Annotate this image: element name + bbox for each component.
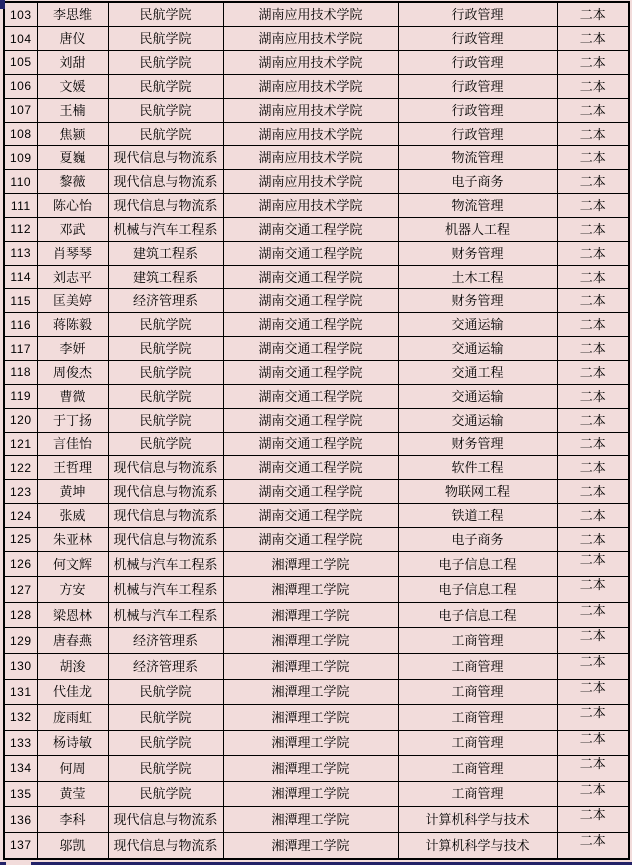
cell-student-name[interactable]: 黎薇	[37, 170, 108, 194]
cell-department[interactable]: 经济管理系	[108, 628, 223, 654]
cell-college[interactable]: 湖南交通工程学院	[223, 527, 398, 551]
cell-row-number[interactable]: 124	[4, 504, 37, 528]
cell-student-name[interactable]: 唐春燕	[37, 628, 108, 654]
cell-student-name[interactable]: 李科	[37, 807, 108, 833]
cell-department[interactable]: 建筑工程系	[108, 241, 223, 265]
cell-college[interactable]: 湖南交通工程学院	[223, 432, 398, 456]
table-row	[4, 51, 629, 75]
cell-student-name[interactable]: 黄坤	[37, 480, 108, 504]
cell-major[interactable]: 电子信息工程	[398, 551, 557, 577]
cell-row-number[interactable]: 128	[4, 602, 37, 628]
table-row	[4, 679, 629, 705]
cell-admission-tier[interactable]: 二本	[557, 289, 629, 313]
cell-major[interactable]: 行政管理	[398, 2, 557, 27]
cell-major[interactable]: 行政管理	[398, 122, 557, 146]
cell-student-name[interactable]: 焦颍	[37, 122, 108, 146]
table-row	[4, 577, 629, 603]
table-row	[4, 602, 629, 628]
cell-row-number[interactable]: 116	[4, 313, 37, 337]
cell-major[interactable]: 行政管理	[398, 27, 557, 51]
cell-student-name[interactable]: 胡浚	[37, 653, 108, 679]
cell-student-name[interactable]: 王楠	[37, 98, 108, 122]
cell-admission-tier[interactable]: 二本	[557, 384, 629, 408]
cell-college[interactable]: 湘潭理工学院	[223, 705, 398, 731]
cell-admission-tier[interactable]: 二本	[557, 705, 629, 731]
cell-student-name[interactable]: 方安	[37, 577, 108, 603]
cell-department[interactable]: 民航学院	[108, 27, 223, 51]
cell-college[interactable]: 湖南应用技术学院	[223, 170, 398, 194]
cell-admission-tier[interactable]: 二本	[557, 504, 629, 528]
cell-admission-tier[interactable]: 二本	[557, 551, 629, 577]
cell-major[interactable]: 计算机科学与技术	[398, 807, 557, 833]
cell-department[interactable]: 现代信息与物流系	[108, 527, 223, 551]
cell-department[interactable]: 现代信息与物流系	[108, 807, 223, 833]
cell-college[interactable]: 湖南应用技术学院	[223, 74, 398, 98]
cell-row-number[interactable]: 129	[4, 628, 37, 654]
table-row	[4, 456, 629, 480]
cell-admission-tier[interactable]: 二本	[557, 122, 629, 146]
cell-student-name[interactable]: 梁恩林	[37, 602, 108, 628]
cell-major[interactable]: 交通运输	[398, 337, 557, 361]
cell-row-number[interactable]: 122	[4, 456, 37, 480]
cell-department[interactable]: 机械与汽车工程系	[108, 602, 223, 628]
cell-department[interactable]: 经济管理系	[108, 653, 223, 679]
cell-department[interactable]: 民航学院	[108, 705, 223, 731]
cell-college[interactable]: 湘潭理工学院	[223, 807, 398, 833]
cell-student-name[interactable]: 曹微	[37, 384, 108, 408]
cell-college[interactable]: 湖南交通工程学院	[223, 313, 398, 337]
cell-row-number[interactable]: 119	[4, 384, 37, 408]
cell-student-name[interactable]: 朱亚林	[37, 527, 108, 551]
cell-admission-tier[interactable]: 二本	[557, 432, 629, 456]
cell-department[interactable]: 民航学院	[108, 432, 223, 456]
cell-row-number[interactable]: 136	[4, 807, 37, 833]
cell-major[interactable]: 工商管理	[398, 679, 557, 705]
cell-admission-tier[interactable]: 二本	[557, 361, 629, 385]
cell-department[interactable]: 机械与汽车工程系	[108, 217, 223, 241]
cell-row-number[interactable]: 118	[4, 361, 37, 385]
cell-row-number[interactable]: 120	[4, 408, 37, 432]
cell-row-number[interactable]: 117	[4, 337, 37, 361]
cell-college[interactable]: 湖南应用技术学院	[223, 146, 398, 170]
cell-student-name[interactable]: 言佳怡	[37, 432, 108, 456]
cell-student-name[interactable]: 夏巍	[37, 146, 108, 170]
table-row	[4, 146, 629, 170]
cell-row-number[interactable]: 125	[4, 527, 37, 551]
cell-college[interactable]: 湖南应用技术学院	[223, 2, 398, 27]
cell-major[interactable]: 工商管理	[398, 781, 557, 807]
cell-student-name[interactable]: 杨诗敏	[37, 730, 108, 756]
cell-department[interactable]: 民航学院	[108, 730, 223, 756]
cell-department[interactable]: 机械与汽车工程系	[108, 577, 223, 603]
cell-admission-tier[interactable]: 二本	[557, 807, 629, 833]
cell-department[interactable]: 民航学院	[108, 51, 223, 75]
cell-major[interactable]: 电子商务	[398, 527, 557, 551]
cell-college[interactable]: 湖南交通工程学院	[223, 408, 398, 432]
table-row	[4, 384, 629, 408]
cell-student-name[interactable]: 张威	[37, 504, 108, 528]
table-row	[4, 653, 629, 679]
cell-student-name[interactable]: 王哲理	[37, 456, 108, 480]
cell-department[interactable]: 现代信息与物流系	[108, 170, 223, 194]
cell-admission-tier[interactable]: 二本	[557, 480, 629, 504]
cell-admission-tier[interactable]: 二本	[557, 602, 629, 628]
cell-major[interactable]: 行政管理	[398, 51, 557, 75]
bottom-left-cell-notch	[6, 861, 31, 865]
cell-major[interactable]: 软件工程	[398, 456, 557, 480]
cell-row-number[interactable]: 109	[4, 146, 37, 170]
cell-admission-tier[interactable]: 二本	[557, 2, 629, 27]
cell-admission-tier[interactable]: 二本	[557, 241, 629, 265]
cell-major[interactable]: 计算机科学与技术	[398, 832, 557, 859]
cell-college[interactable]: 湘潭理工学院	[223, 551, 398, 577]
table-row	[4, 705, 629, 731]
cell-major[interactable]: 铁道工程	[398, 504, 557, 528]
cell-major[interactable]: 行政管理	[398, 74, 557, 98]
cell-major[interactable]: 财务管理	[398, 432, 557, 456]
cell-row-number[interactable]: 123	[4, 480, 37, 504]
cell-department[interactable]: 民航学院	[108, 313, 223, 337]
cell-major[interactable]: 交通工程	[398, 361, 557, 385]
cell-row-number[interactable]: 115	[4, 289, 37, 313]
cell-department[interactable]: 经济管理系	[108, 289, 223, 313]
cell-row-number[interactable]: 110	[4, 170, 37, 194]
table-row	[4, 807, 629, 833]
cell-student-name[interactable]: 何文辉	[37, 551, 108, 577]
table-row	[4, 628, 629, 654]
cell-major[interactable]: 物流管理	[398, 194, 557, 218]
cell-department[interactable]: 现代信息与物流系	[108, 832, 223, 859]
cell-student-name[interactable]: 庞雨虹	[37, 705, 108, 731]
cell-college[interactable]: 湘潭理工学院	[223, 781, 398, 807]
cell-row-number[interactable]: 112	[4, 217, 37, 241]
table-row	[4, 480, 629, 504]
cell-college[interactable]: 湖南应用技术学院	[223, 51, 398, 75]
cell-major[interactable]: 财务管理	[398, 241, 557, 265]
cell-major[interactable]: 工商管理	[398, 756, 557, 782]
cell-student-name[interactable]: 何周	[37, 756, 108, 782]
cell-college[interactable]: 湘潭理工学院	[223, 730, 398, 756]
cell-college[interactable]: 湘潭理工学院	[223, 756, 398, 782]
cell-department[interactable]: 民航学院	[108, 408, 223, 432]
cell-admission-tier[interactable]: 二本	[557, 51, 629, 75]
cell-department[interactable]: 民航学院	[108, 679, 223, 705]
cell-admission-tier[interactable]: 二本	[557, 74, 629, 98]
cell-department[interactable]: 建筑工程系	[108, 265, 223, 289]
cell-admission-tier[interactable]: 二本	[557, 832, 629, 859]
cell-admission-tier[interactable]: 二本	[557, 628, 629, 654]
cell-admission-tier[interactable]: 二本	[557, 337, 629, 361]
cell-row-number[interactable]: 132	[4, 705, 37, 731]
cell-major[interactable]: 土木工程	[398, 265, 557, 289]
cell-student-name[interactable]: 于丁扬	[37, 408, 108, 432]
cell-student-name[interactable]: 陈心怡	[37, 194, 108, 218]
cell-college[interactable]: 湖南交通工程学院	[223, 217, 398, 241]
table-row	[4, 194, 629, 218]
cell-major[interactable]: 物联网工程	[398, 480, 557, 504]
cell-college[interactable]: 湖南应用技术学院	[223, 122, 398, 146]
cell-admission-tier[interactable]: 二本	[557, 527, 629, 551]
cell-student-name[interactable]: 刘志平	[37, 265, 108, 289]
table-row	[4, 74, 629, 98]
student-roster-table	[3, 1, 630, 860]
cell-row-number[interactable]: 134	[4, 756, 37, 782]
cell-college[interactable]: 湖南交通工程学院	[223, 337, 398, 361]
cell-department[interactable]: 机械与汽车工程系	[108, 551, 223, 577]
cell-admission-tier[interactable]: 二本	[557, 313, 629, 337]
cell-department[interactable]: 现代信息与物流系	[108, 146, 223, 170]
cell-major[interactable]: 工商管理	[398, 628, 557, 654]
cell-row-number[interactable]: 111	[4, 194, 37, 218]
table-row	[4, 504, 629, 528]
cell-student-name[interactable]: 肖琴琴	[37, 241, 108, 265]
table-row	[4, 289, 629, 313]
cell-admission-tier[interactable]: 二本	[557, 98, 629, 122]
cell-row-number[interactable]: 131	[4, 679, 37, 705]
table-row	[4, 361, 629, 385]
cell-college[interactable]: 湘潭理工学院	[223, 653, 398, 679]
cell-department[interactable]: 现代信息与物流系	[108, 194, 223, 218]
cell-major[interactable]: 工商管理	[398, 653, 557, 679]
cell-admission-tier[interactable]: 二本	[557, 265, 629, 289]
cell-major[interactable]: 电子信息工程	[398, 577, 557, 603]
cell-admission-tier[interactable]: 二本	[557, 217, 629, 241]
top-left-dark-corner	[0, 0, 5, 9]
cell-admission-tier[interactable]: 二本	[557, 456, 629, 480]
table-row	[4, 217, 629, 241]
cell-college[interactable]: 湖南应用技术学院	[223, 194, 398, 218]
table-row	[4, 781, 629, 807]
cell-student-name[interactable]: 刘甜	[37, 51, 108, 75]
cell-major[interactable]: 行政管理	[398, 98, 557, 122]
cell-major[interactable]: 机器人工程	[398, 217, 557, 241]
cell-row-number[interactable]: 103	[4, 2, 37, 27]
cell-college[interactable]: 湖南交通工程学院	[223, 289, 398, 313]
cell-major[interactable]: 财务管理	[398, 289, 557, 313]
cell-major[interactable]: 电子信息工程	[398, 602, 557, 628]
cell-student-name[interactable]: 李妍	[37, 337, 108, 361]
cell-row-number[interactable]: 127	[4, 577, 37, 603]
cell-admission-tier[interactable]: 二本	[557, 146, 629, 170]
cell-college[interactable]: 湖南交通工程学院	[223, 265, 398, 289]
table-row	[4, 122, 629, 146]
cell-college[interactable]: 湖南交通工程学院	[223, 384, 398, 408]
cell-student-name[interactable]: 黄莹	[37, 781, 108, 807]
cell-department[interactable]: 民航学院	[108, 756, 223, 782]
cell-admission-tier[interactable]: 二本	[557, 679, 629, 705]
cell-row-number[interactable]: 108	[4, 122, 37, 146]
cell-student-name[interactable]: 邓武	[37, 217, 108, 241]
table-row	[4, 432, 629, 456]
cell-department[interactable]: 民航学院	[108, 781, 223, 807]
table-body	[4, 2, 629, 859]
table-row	[4, 337, 629, 361]
cell-row-number[interactable]: 106	[4, 74, 37, 98]
cell-major[interactable]: 工商管理	[398, 705, 557, 731]
cell-college[interactable]: 湖南交通工程学院	[223, 480, 398, 504]
cell-department[interactable]: 民航学院	[108, 337, 223, 361]
cell-admission-tier[interactable]: 二本	[557, 730, 629, 756]
cell-admission-tier[interactable]: 二本	[557, 27, 629, 51]
cell-major[interactable]: 交通运输	[398, 408, 557, 432]
cell-major[interactable]: 工商管理	[398, 730, 557, 756]
cell-row-number[interactable]: 121	[4, 432, 37, 456]
cell-row-number[interactable]: 107	[4, 98, 37, 122]
cell-row-number[interactable]: 126	[4, 551, 37, 577]
cell-row-number[interactable]: 130	[4, 653, 37, 679]
table-row	[4, 27, 629, 51]
cell-row-number[interactable]: 104	[4, 27, 37, 51]
cell-college[interactable]: 湖南交通工程学院	[223, 241, 398, 265]
cell-department[interactable]: 民航学院	[108, 98, 223, 122]
cell-college[interactable]: 湘潭理工学院	[223, 679, 398, 705]
cell-college[interactable]: 湘潭理工学院	[223, 832, 398, 859]
cell-admission-tier[interactable]: 二本	[557, 577, 629, 603]
cell-row-number[interactable]: 105	[4, 51, 37, 75]
cell-admission-tier[interactable]: 二本	[557, 408, 629, 432]
cell-admission-tier[interactable]: 二本	[557, 653, 629, 679]
cell-admission-tier[interactable]: 二本	[557, 756, 629, 782]
table-row	[4, 832, 629, 859]
cell-department[interactable]: 民航学院	[108, 361, 223, 385]
cell-student-name[interactable]: 代佳龙	[37, 679, 108, 705]
table-row	[4, 551, 629, 577]
cell-row-number[interactable]: 137	[4, 832, 37, 859]
table-row	[4, 241, 629, 265]
cell-department[interactable]: 民航学院	[108, 384, 223, 408]
table-row	[4, 756, 629, 782]
cell-admission-tier[interactable]: 二本	[557, 194, 629, 218]
cell-row-number[interactable]: 135	[4, 781, 37, 807]
table-row	[4, 313, 629, 337]
cell-row-number[interactable]: 114	[4, 265, 37, 289]
cell-student-name[interactable]: 邬凯	[37, 832, 108, 859]
cell-admission-tier[interactable]: 二本	[557, 781, 629, 807]
cell-row-number[interactable]: 133	[4, 730, 37, 756]
cell-student-name[interactable]: 文媛	[37, 74, 108, 98]
table-row	[4, 408, 629, 432]
cell-row-number[interactable]: 113	[4, 241, 37, 265]
table-row	[4, 170, 629, 194]
table-row	[4, 527, 629, 551]
cell-department[interactable]: 现代信息与物流系	[108, 504, 223, 528]
cell-major[interactable]: 物流管理	[398, 146, 557, 170]
cell-college[interactable]: 湘潭理工学院	[223, 602, 398, 628]
cell-major[interactable]: 电子商务	[398, 170, 557, 194]
cell-student-name[interactable]: 唐仪	[37, 27, 108, 51]
cell-department[interactable]: 民航学院	[108, 122, 223, 146]
cell-college[interactable]: 湖南应用技术学院	[223, 98, 398, 122]
cell-student-name[interactable]: 蒋陈毅	[37, 313, 108, 337]
cell-college[interactable]: 湖南交通工程学院	[223, 456, 398, 480]
cell-college[interactable]: 湖南交通工程学院	[223, 361, 398, 385]
cell-major[interactable]: 交通运输	[398, 384, 557, 408]
cell-major[interactable]: 交通运输	[398, 313, 557, 337]
table-row	[4, 730, 629, 756]
cell-student-name[interactable]: 周俊杰	[37, 361, 108, 385]
cell-college[interactable]: 湘潭理工学院	[223, 577, 398, 603]
cell-department[interactable]: 民航学院	[108, 74, 223, 98]
cell-college[interactable]: 湖南交通工程学院	[223, 504, 398, 528]
cell-department[interactable]: 现代信息与物流系	[108, 456, 223, 480]
cell-student-name[interactable]: 李思维	[37, 2, 108, 27]
table-row	[4, 98, 629, 122]
table-row	[4, 265, 629, 289]
cell-college[interactable]: 湖南应用技术学院	[223, 27, 398, 51]
cell-department[interactable]: 民航学院	[108, 2, 223, 27]
table-row	[4, 2, 629, 27]
cell-department[interactable]: 现代信息与物流系	[108, 480, 223, 504]
cell-admission-tier[interactable]: 二本	[557, 170, 629, 194]
cell-student-name[interactable]: 匡美婷	[37, 289, 108, 313]
cell-college[interactable]: 湘潭理工学院	[223, 628, 398, 654]
